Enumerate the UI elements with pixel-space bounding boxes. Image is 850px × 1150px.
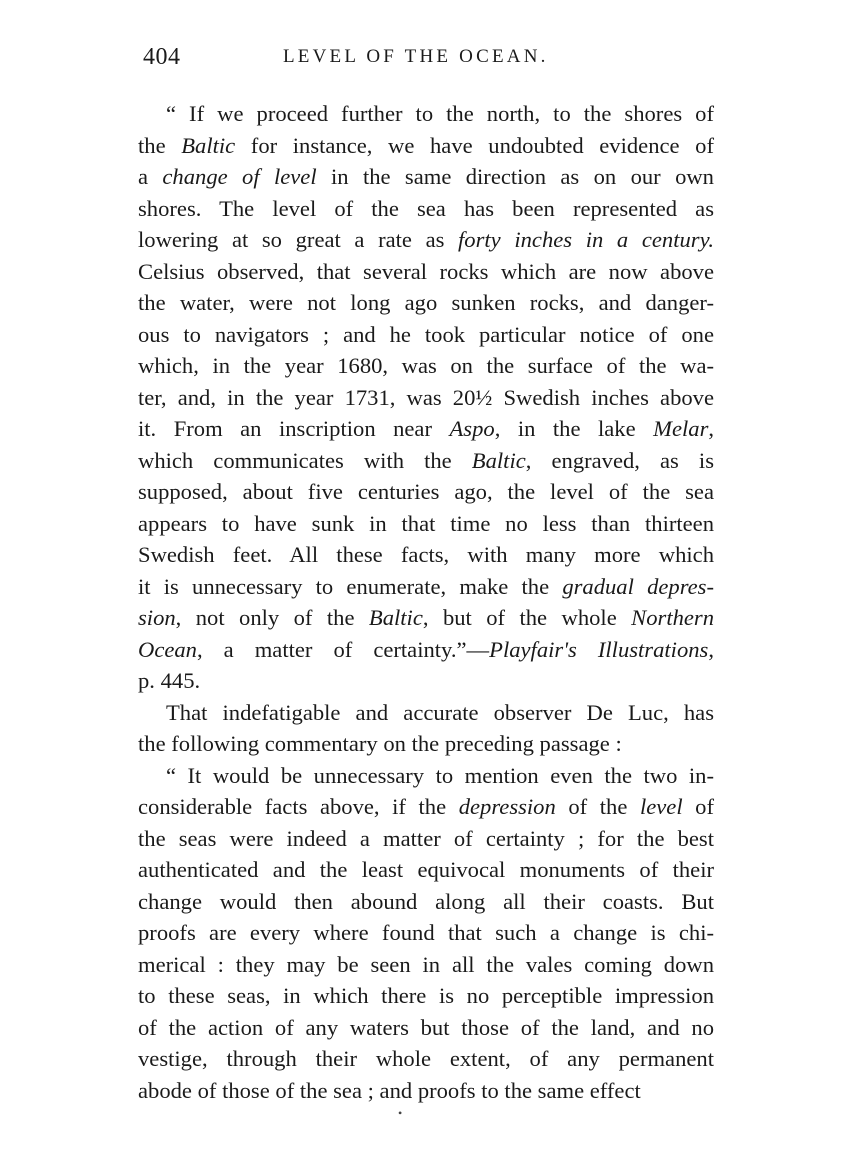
text-segment: in the same direction as on our own [316,164,714,189]
italic-text: depression [458,794,556,819]
text-segment: for instance, we have undoubted evidence of [235,132,714,158]
text-segment: which, in the year 1680, was on the surface of the wa- [138,353,714,378]
text-segment: the seas were indeed a matter of certainty ; for the best [138,825,714,851]
text-segment: “ If we proceed further to the north, to the shores of [166,101,714,126]
italic-text: Playfair's Illustrations [489,636,709,662]
text-line [138,539,714,571]
text-segment: , engraved, as is [525,447,714,473]
text-segment: appears to have sunk in that time no less than thirteen [138,510,714,536]
page-header [143,44,713,80]
text-line [138,917,714,949]
text-line [138,634,714,666]
text-line [138,476,714,508]
text-segment: it. From an inscription near [138,416,450,441]
text-segment: it is unnecessary to enumerate, make the [138,573,563,599]
text-line [138,1012,714,1044]
italic-text: Aspo [449,416,495,441]
text-line [138,224,714,256]
text-line [138,130,714,162]
text-segment: of [682,794,714,819]
running-head: LEVEL OF THE OCEAN. [283,46,549,67]
italic-text: Ocean [138,636,197,662]
text-line [138,665,714,697]
text-segment: of the [555,794,640,819]
text-segment: authenticated and the least equivocal monuments of their [138,857,714,882]
text-segment: , [708,416,715,441]
text-segment: vestige, through their whole extent, of any permanent [138,1046,714,1071]
text-segment: , [708,636,714,662]
text-segment: , in the lake [494,416,654,441]
text-segment: , but of the whole [422,605,632,630]
text-segment: change would then abound along all their coasts. But [138,888,714,914]
italic-text: Baltic [368,605,423,630]
text-line [138,571,714,603]
text-line [138,728,714,760]
italic-text: level [639,794,683,819]
text-segment: merical : they may be seen in all the vales coming down [138,951,714,977]
text-segment: ous to navigators ; and he took particular notice of one [138,321,714,347]
text-line [138,413,714,445]
italic-text: Baltic [471,447,526,473]
text-line [138,697,714,729]
text-line [138,791,714,823]
text-line [138,949,714,981]
text-segment: ter, and, in the year 1731, was 20½ Swedish inches above [138,384,714,410]
text-segment: proofs are every where found that such a change is chi- [138,920,714,945]
italic-text: sion [138,605,176,630]
text-line [138,823,714,855]
text-line [138,193,714,225]
text-line [138,1043,714,1075]
text-segment: Celsius observed, that several rocks which are now above [138,258,714,284]
text-segment: the [138,132,182,158]
italic-text: Baltic [181,132,236,158]
text-line [138,1075,714,1107]
text-line [138,980,714,1012]
italic-text: Northern [631,605,715,630]
text-segment: p. 445. [138,668,201,693]
paragraph [138,760,714,1107]
text-segment: , a matter of certainty.”— [196,636,490,662]
text-line [138,319,714,351]
text-segment: to these seas, in which there is no perceptible impression [138,983,714,1008]
text-segment: of the action of any waters but those of the land, and no [138,1014,714,1040]
text-segment: the following commentary on the preceding passage : [138,731,622,756]
text-line [138,602,714,634]
text-segment: considerable facts above, if the [138,794,459,819]
text-line [138,854,714,886]
text-line [138,350,714,382]
text-segment: a [138,164,163,189]
paragraph [138,697,714,760]
page-number: 404 [143,44,181,70]
text-line [138,760,714,792]
body-text [138,98,714,1106]
text-segment: supposed, about five centuries ago, the level of the sea [138,479,714,504]
text-segment: “ It would be unnecessary to mention even the two in- [166,762,714,788]
text-segment: lowering at so great a rate as [138,227,459,252]
italic-text: change of level [162,164,317,189]
text-line [138,382,714,414]
text-line [138,161,714,193]
text-line [138,98,714,130]
text-segment: shores. The level of the sea has been represented as [138,195,714,221]
text-segment: , not only of the [175,605,369,630]
text-line [138,886,714,918]
text-segment: which communicates with the [138,447,472,473]
italic-text: gradual depres- [562,573,714,599]
italic-text: Melar [653,416,709,441]
text-segment: abode of those of the sea ; and proofs to the same effect [138,1077,641,1103]
paragraph [138,98,714,697]
signature-mark: • [398,1106,403,1120]
text-line [138,287,714,319]
italic-text: forty inches in a century. [458,227,714,252]
text-segment: That indefatigable and accurate observer De Luc, has [166,699,714,725]
text-line [138,445,714,477]
text-segment: the water, were not long ago sunken rocks, and danger- [138,290,714,315]
text-line [138,508,714,540]
text-segment: Swedish feet. All these facts, with many more which [138,542,714,567]
text-line [138,256,714,288]
